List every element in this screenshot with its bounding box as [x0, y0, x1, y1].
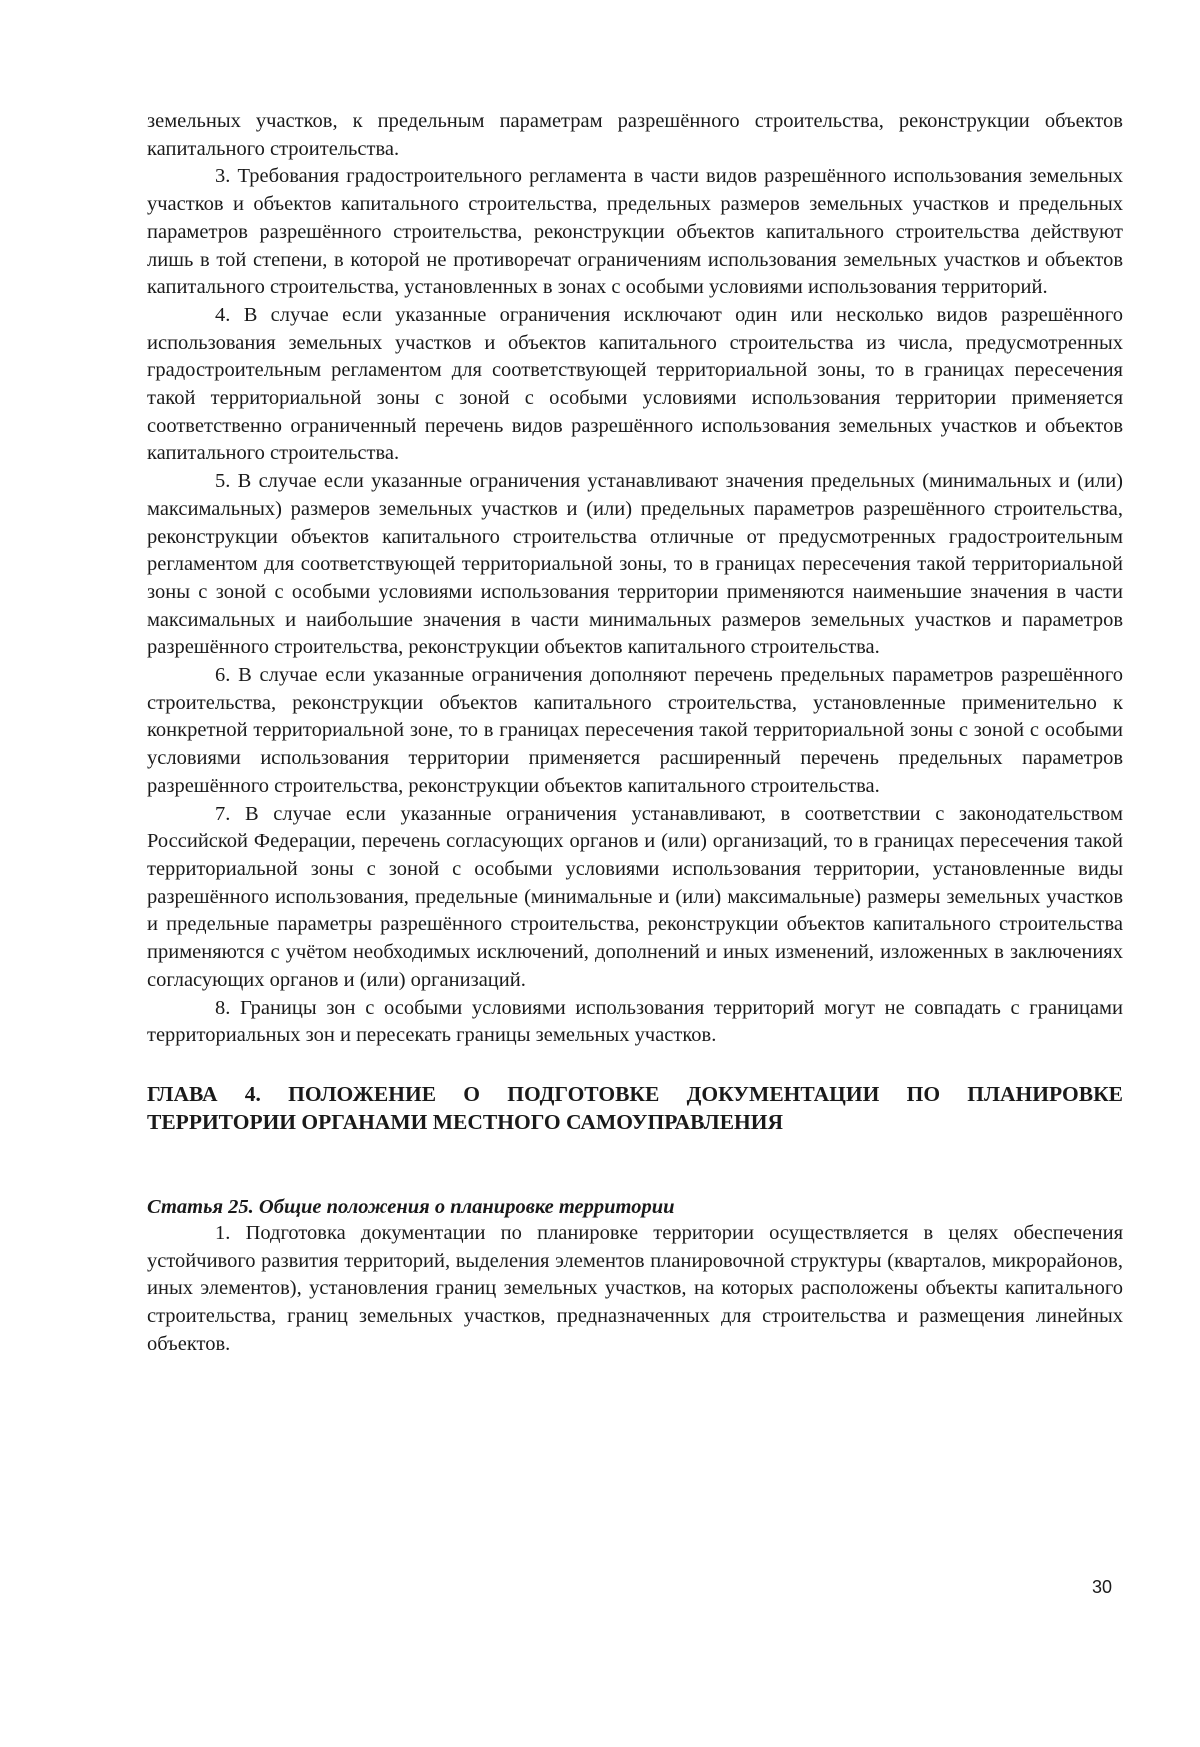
article-heading: Статья 25. Общие положения о планировке территории	[147, 1195, 675, 1218]
paragraph-article-item-1: 1. Подготовка документации по планировке территории осуществляется в целях обеспечения устойчивого развития территорий, выделения элементов планировочной структуры (кварталов, микрорайонов, иных элементов), установления границ земельных участков, на которых расположены объекты капитального строительства, границ земельных участков, предназначенных для строительства и размещения линейных объектов.	[147, 1221, 1123, 1355]
paragraph-item-5: 5. В случае если указанные ограничения устанавливают значения предельных (минимальных и (или) максимальных) размеров земельных участков и (или) предельных параметров разрешённого строительства, реконструкции объектов капитального строительства отличные от предусмотренных градостроительным регламентом для соответствующей территориальной зоны, то в границах пересечения такой территориальной зоны с зоной с особыми условиями использования территории применяются наименьшие значения в части максимальных и наибольшие значения в части минимальных размеров земельных участков и параметров разрешённого строительства, реконструкции объектов капитального строительства.	[147, 470, 1123, 659]
paragraph-item-3: 3. Требования градостроительного регламента в части видов разрешённого использования земельных участков и объектов капитального строительства, предельных размеров земельных участков и предельных параметров разрешённого строительства, реконструкции объектов капитального строительства действуют лишь в той степени, в которой не противоречат ограничениям использования земельных участков и объектов капитального строительства, установленных в зонах с особыми условиями использования территорий.	[147, 165, 1123, 299]
document-page	[147, 108, 1123, 1358]
paragraph-continuation: земельных участков, к предельным параметрам разрешённого строительства, реконструкции объектов капитального строительства.	[147, 110, 1123, 160]
paragraph-item-8: 8. Границы зон с особыми условиями использования территорий могут не совпадать с границами территориальных зон и пересекать границы земельных участков.	[147, 996, 1123, 1047]
paragraph-item-4: 4. В случае если указанные ограничения исключают один или несколько видов разрешённого использования земельных участков и объектов капитального строительства из числа, предусмотренных градостроительным регламентом для соответствующей территориальной зоны, то в границах пересечения такой территориальной зоны с зоной с особыми условиями использования территории применяется соответственно ограниченный перечень видов разрешённого использования земельных участков и объектов капитального строительства.	[147, 303, 1123, 465]
chapter-heading: ГЛАВА 4. ПОЛОЖЕНИЕ О ПОДГОТОВКЕ ДОКУМЕНТАЦИИ ПО ПЛАНИРОВКЕ ТЕРРИТОРИИ ОРГАНАМИ МЕСТНОГО САМОУПРАВЛЕНИЯ	[147, 1081, 1123, 1134]
paragraph-item-6: 6. В случае если указанные ограничения дополняют перечень предельных параметров разрешённого строительства, реконструкции объектов капитального строительства, установленные применительно к конкретной территориальной зоне, то в границах пересечения такой территориальной зоны с зоной с особыми условиями использования территории применяется расширенный перечень предельных параметров разрешённого строительства, реконструкции объектов капитального строительства.	[147, 664, 1123, 797]
page-number: 30	[1092, 1577, 1113, 1597]
paragraph-item-7: 7. В случае если указанные ограничения устанавливают, в соответствии с законодательством Российской Федерации, перечень согласующих органов и (или) организаций, то в границах пересечения такой территориальной зоны с зоной с особыми условиями использования территории, установленные виды разрешённого использования, предельные (минимальные и (или) максимальные) размеры земельных участков и предельные параметры разрешённого строительства, реконструкции объектов капитального строительства применяются с учётом необходимых исключений, дополнений и иных изменений, изложенных в заключениях согласующих органов и (или) организаций.	[147, 802, 1123, 991]
